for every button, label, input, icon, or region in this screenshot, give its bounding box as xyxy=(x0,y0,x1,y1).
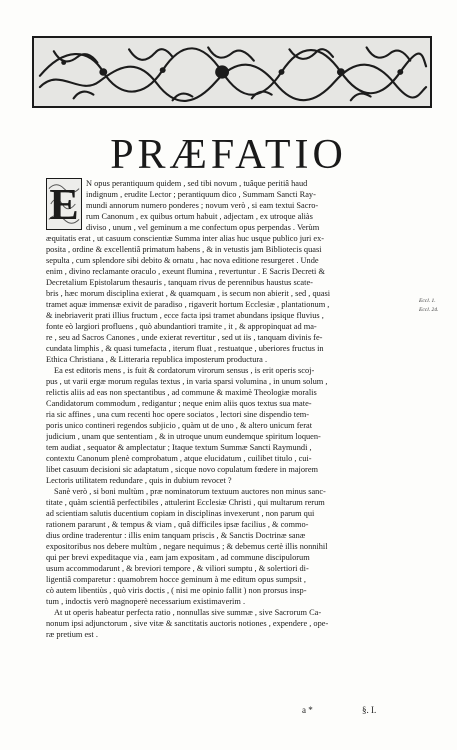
text-line: Decretalium Epistolarum thesauris , tanquam rivus de perennibus haustus scate- xyxy=(46,278,313,287)
catchword: §. I. xyxy=(362,705,377,715)
text-line: titate , quàm scientiâ perfectibiles , attulerint Ecclesiæ Christi , qui multarum rerum xyxy=(46,498,325,507)
ornamental-initial-icon xyxy=(46,178,82,230)
text-line: fonte eò largiori profluens , quò abundantiori tramite , it , & appropinquat ad ma- xyxy=(46,322,317,331)
text-line: rum Canonum , ex quibus ortum habuit , adjectam , ex utroque aliàs xyxy=(86,212,313,221)
text-line: usum accommodarunt , & breviori tempore , & viliori sumptu , & solertiori di- xyxy=(46,564,309,573)
text-line: rationem pararunt , & tempus & viam , quâ difficiles ipsæ facilius , & commo- xyxy=(46,520,309,529)
text-line: dius ordine traderentur : illis enim tanquam priscis , & Sanctis Doctrinæ sanæ xyxy=(46,531,306,540)
text-line: contextu Canonum plenè comprobatum , atque elucidatum , cuilibet titulo , cui- xyxy=(46,454,312,463)
text-line: cò autem libentiùs , quò viris doctis , ( nisi me opinio fallit ) non prorsus insp- xyxy=(46,586,307,595)
text-line: expositoribus nos debere multùm , negare nequimus ; & debemus certè illis nonnihil xyxy=(46,542,328,551)
text-line: sepulta , cum splendore sibi debito & ornatu , hac nova editione resurgeret . Unde xyxy=(46,256,319,265)
text-line: cundata limphis , & quasi tumefacta , iterum fluat , restuatque , uberiores fructus in xyxy=(46,344,324,353)
text-line: tem audiat , sequator & amplectatur ; Itaque textum Summæ Sancti Raymundi , xyxy=(46,443,312,452)
text-line: qui per brevi expeditaque via , eam jam expositam , ad commune discipulorum xyxy=(46,553,310,562)
margin-note: Eccl. 1. xyxy=(419,298,436,304)
text-line: tramet aquæ immensæ exivit de paradiso , rigaverit hortum Ecclesiæ , plantationum , xyxy=(46,300,330,309)
text-line: libet casuum decisioni sic adaptatum , sicque novo copulatum fœdere in majorem xyxy=(46,465,319,474)
text-line: ligentiâ comparetur : quamobrem hocce geminum à me editum opus sumpsit , xyxy=(46,575,306,584)
text-line: At ut operis habeatur perfecta ratio , nonnullas sive summæ , sive Sacrorum Ca- xyxy=(54,608,322,617)
text-line: Lectoris utilitatem redundare , quis in dubium revocet ? xyxy=(46,476,232,485)
text-line: relictis aliis ad eas non spectantibus , ad commune & maximè Theologiæ moralis xyxy=(46,388,317,397)
margin-note: Eccl. 24. xyxy=(419,307,439,313)
text-line: Ea est editoris mens , is fuit & cordatorum virorum sensus , is erit operis scoj- xyxy=(54,366,315,375)
text-line: poris unico contineri regendos subjicio , quàm ut de uno , & altero unicum ferat xyxy=(46,421,313,430)
text-line: ad scientiam salutis ducentium copiam in disciplinas invexerunt , non parum qui xyxy=(46,509,315,518)
text-line: bris , hæc morum disciplina exierat , & quamquam , is secum non abierit , sed , quasi xyxy=(46,289,331,298)
preface-body xyxy=(46,178,416,640)
text-line: & inebriaverit prati illius fructum , ecce facta ipsi tramet abundans ipsique fluvius , xyxy=(46,311,324,320)
initial-letter: E xyxy=(49,180,79,229)
ornamental-headpiece-icon xyxy=(32,36,432,108)
text-line: Candidatorum commodum , redigantur ; neque enim aliis quos textus sua mate- xyxy=(46,399,312,408)
text-line: tum , indoctis verò magnoperè necessarium existimaverim . xyxy=(46,597,246,606)
text-line: mundi annorum numero ponderes ; novum verò , si eam textui Sacro- xyxy=(86,201,319,210)
text-line: enim , divino reclamante oraculo , exeunt flumina , revertuntur . E Sacris Decreti & xyxy=(46,267,325,276)
text-line: judicium , unam que sententiam , & in utroque unum eundemque spiritum loquen- xyxy=(46,432,321,441)
text-line: re , seu ad Sacros Canones , unde exierat revertitur , sed ut iis , tanquam divinis fe- xyxy=(46,333,323,342)
text-line: pus , ut varii ergæ morum regulas textus , in varia sparsi volumina , in unum solum , xyxy=(46,377,328,386)
text-line: Ethica Christiana , & Litteraria republica imposterum productura . xyxy=(46,355,268,364)
text-line: indignum , erudite Lector ; perantiquum dico , Summam Sancti Ray- xyxy=(86,190,316,199)
text-line: æquitatis erat , ut casuum conscientiæ Summa inter alias huc usque publico juri ex- xyxy=(46,234,325,243)
text-line: diviso , unum , vel geminum a me confectum opus perpendas . Verùm xyxy=(86,223,320,232)
text-line: nonum ipsi adjunctorum , sive vitæ & sanctitatis auctoris notiones , expendere , ope- xyxy=(46,619,329,628)
text-line: N opus perantiquum quidem , sed tibi novum , tuâque peritiâ haud xyxy=(86,179,308,188)
text-line: posita , ordine & excellentiâ primatum habens , & in vetustis jam Bibliotecis quasi xyxy=(46,245,322,254)
page-title: PRÆFATIO xyxy=(110,132,347,178)
text-line: ria sic affines , una cum recenti hoc opere sociatos , lectori sine dispendio tem- xyxy=(46,410,310,419)
page-footer xyxy=(0,705,457,721)
text-line: ræ pretium est . xyxy=(46,630,98,639)
signature-mark: a * xyxy=(302,705,313,715)
text-line: Sanè verò , si boni multùm , præ nominatorum textuum auctores non minus sanc- xyxy=(54,487,326,496)
